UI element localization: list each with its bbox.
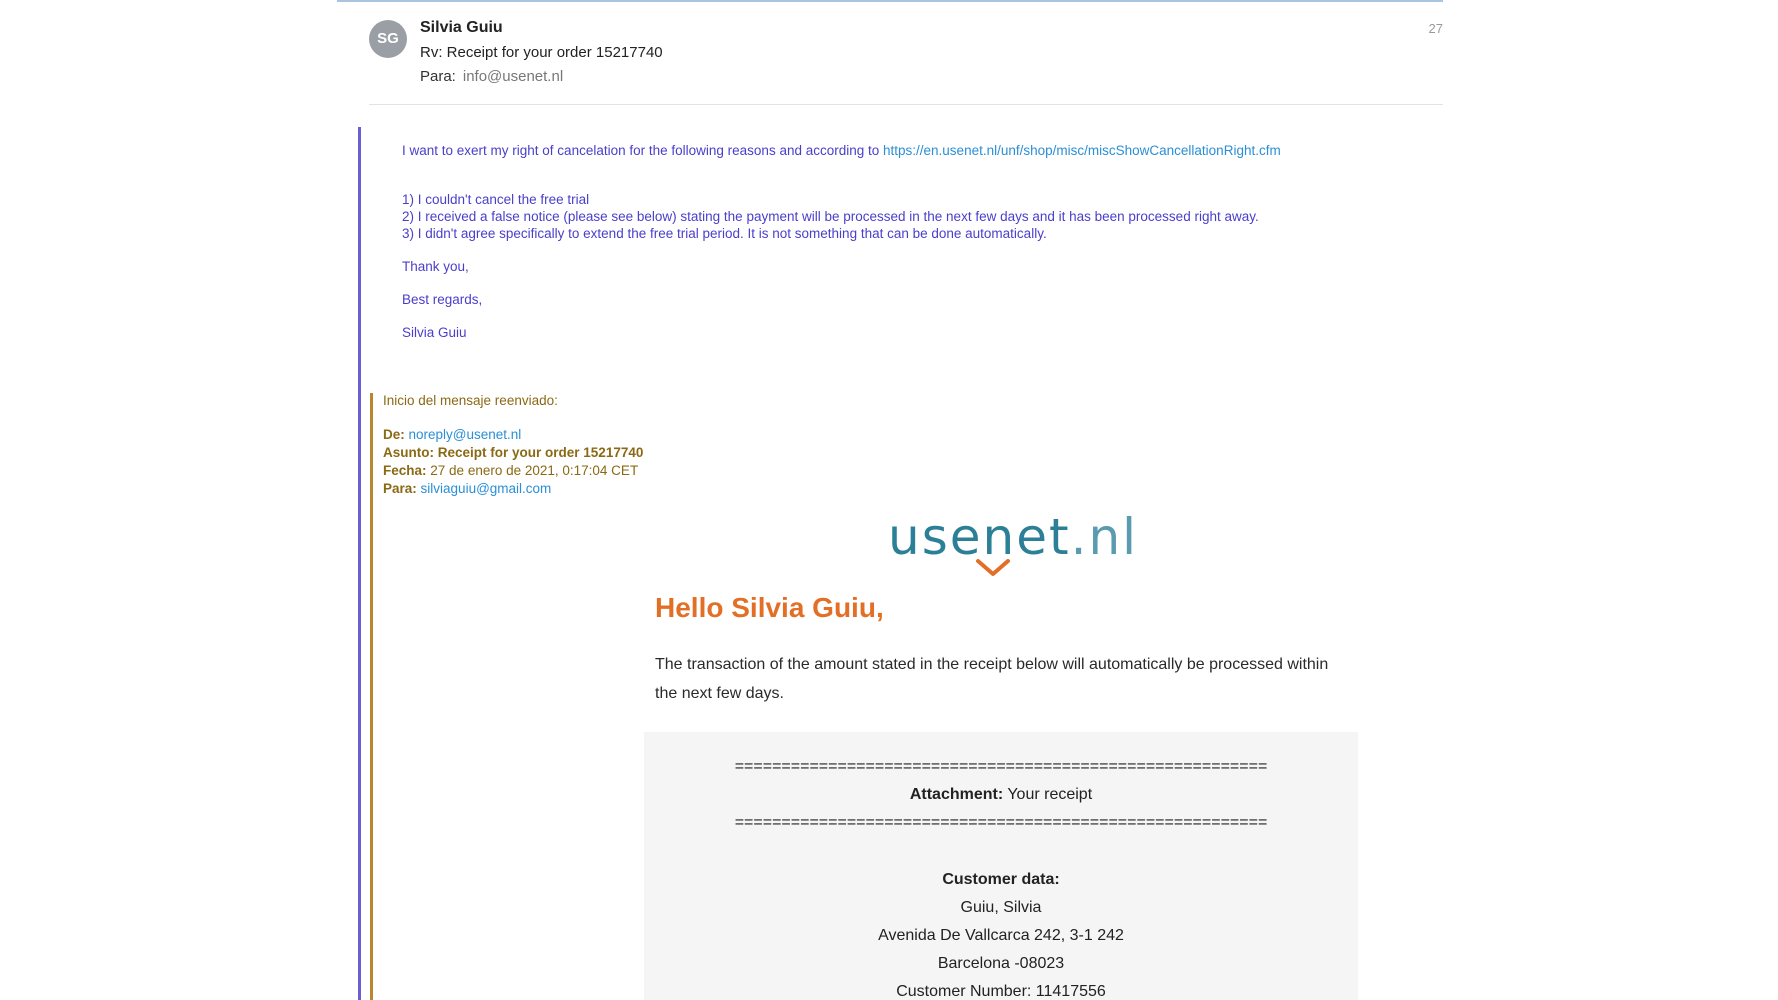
usenet-logo xyxy=(888,508,1139,578)
forward-subject-value: Receipt for your order 15217740 xyxy=(437,445,644,460)
customer-data-heading: Customer data: xyxy=(942,871,1060,888)
greeting: Hello Silvia Guiu, xyxy=(655,592,884,623)
forward-date xyxy=(383,463,638,478)
forward-from xyxy=(383,427,521,442)
reason-item: 1) I couldn't cancel the free trial xyxy=(402,192,590,207)
customer-name: Guiu, Silvia xyxy=(960,899,1042,916)
reason-item: 2) I received a false notice (please see below) stating the payment will be processed in the next few days and it has been processed right away. xyxy=(402,209,1259,224)
logo-dot: . xyxy=(1070,508,1089,566)
attachment-label: Attachment: xyxy=(909,786,1004,803)
forward-subject xyxy=(383,445,643,460)
receipt-box xyxy=(644,732,1358,1000)
cancellation-right-link[interactable]: https://en.usenet.nl/unf/shop/misc/miscShowCancellationRight.cfm xyxy=(883,143,1281,158)
message-subject: Rv: Receipt for your order 15217740 xyxy=(420,44,663,61)
message-date: 27 xyxy=(1428,21,1443,36)
receipt-attachment xyxy=(644,786,1358,804)
forward-from-label: De: xyxy=(383,427,405,442)
recipient-line xyxy=(420,68,563,85)
forward-to xyxy=(383,481,551,496)
forward-to-address[interactable]: silviaguiu@gmail.com xyxy=(420,481,552,496)
receipt-separator: ========================================================= xyxy=(734,814,1268,831)
forward-intro: Inicio del mensaje reenviado: xyxy=(383,393,558,408)
customer-address: Avenida De Vallcarca 242, 3-1 242 xyxy=(878,927,1124,944)
customer-city: Barcelona -08023 xyxy=(937,955,1065,972)
forward-from-address[interactable]: noreply@usenet.nl xyxy=(408,427,522,442)
forward-date-label: Fecha: xyxy=(383,463,427,478)
reply-thanks: Thank you, xyxy=(402,259,469,274)
forward-to-label: Para: xyxy=(383,481,417,496)
forward-quote-bar xyxy=(370,393,373,1000)
recipient-address[interactable]: info@usenet.nl xyxy=(462,68,564,85)
forward-date-value: 27 de enero de 2021, 0:17:04 CET xyxy=(430,463,639,478)
reply-regards: Best regards, xyxy=(402,292,483,307)
logo-main: usenet xyxy=(888,508,1071,566)
top-divider xyxy=(337,0,1443,2)
reply-signature: Silvia Guiu xyxy=(402,325,467,340)
receipt-separator: ========================================================= xyxy=(734,758,1268,775)
logo-chevron-icon xyxy=(976,558,1010,578)
customer-number: Customer Number: 11417556 xyxy=(896,983,1106,1000)
reply-intro xyxy=(402,143,1281,158)
sender-name[interactable]: Silvia Guiu xyxy=(420,19,503,36)
forward-subject-label: Asunto: xyxy=(383,445,434,460)
reply-quote-bar xyxy=(358,127,361,1000)
message-header xyxy=(369,18,1443,104)
recipient-label: Para: xyxy=(420,68,456,85)
email-body-text: The transaction of the amount stated in the receipt below will automatically be processed within the next few days. xyxy=(655,656,1329,702)
logo-tld: nl xyxy=(1088,508,1139,566)
reply-intro-text: I want to exert my right of cancelation for the following reasons and according to xyxy=(402,143,884,158)
attachment-value: Your receipt xyxy=(1003,786,1093,803)
avatar[interactable]: SG xyxy=(369,20,407,58)
reason-item: 3) I didn't agree specifically to extend the free trial period. It is not something that can be done automatically. xyxy=(402,226,1047,241)
logo-text xyxy=(888,508,1138,566)
header-divider xyxy=(369,104,1443,105)
